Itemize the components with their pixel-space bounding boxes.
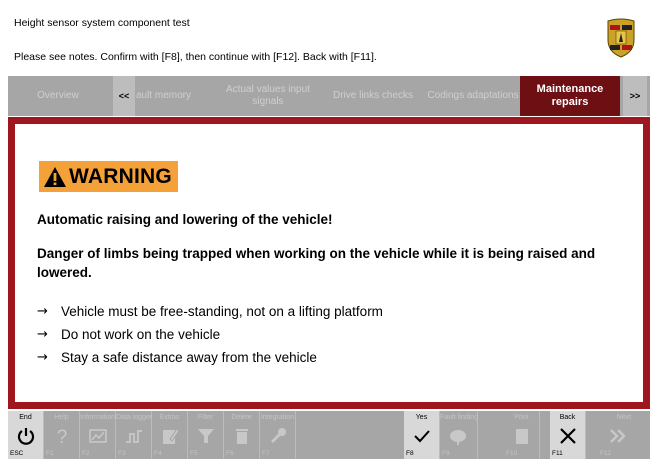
info-icon xyxy=(88,426,108,446)
data-logger-button[interactable]: Data logger F3 xyxy=(116,411,152,459)
arrow-right-icon: → xyxy=(37,350,48,365)
end-button[interactable]: End ESC xyxy=(8,411,44,459)
fault-icon xyxy=(448,426,468,446)
extras-button[interactable]: Extras F4 xyxy=(152,411,188,459)
tab-fault-memory[interactable]: ault memory xyxy=(136,90,192,101)
arrow-right-icon: → xyxy=(37,327,48,342)
filter-button[interactable]: Filter F5 xyxy=(188,411,224,459)
filter-icon xyxy=(196,426,216,446)
fault-finding-button[interactable]: Fault finding F9 xyxy=(440,411,478,459)
arrow-right-icon: → xyxy=(37,304,48,319)
tab-scroll-right[interactable]: >> xyxy=(623,76,647,116)
danger-text: Danger of limbs being trapped when working on the vehicle while it is being raised and lowered. xyxy=(37,246,596,280)
instructions-text: Please see notes. Confirm with [F8], then continue with [F12]. Back with [F11]. xyxy=(14,51,377,63)
help-icon xyxy=(52,426,72,446)
back-button[interactable]: Back F11 xyxy=(550,411,586,459)
check-icon xyxy=(412,426,432,446)
tab-drive-links[interactable]: Drive links checks xyxy=(332,90,414,101)
print-icon xyxy=(512,426,532,446)
list-item: → Stay a safe distance away from the vehicle xyxy=(37,350,317,365)
porsche-crest-logo xyxy=(606,18,636,58)
list-item: → Do not work on the vehicle xyxy=(37,327,221,342)
notepad-icon xyxy=(160,426,180,446)
trash-icon xyxy=(232,426,252,446)
tab-codings[interactable]: Codings adaptations xyxy=(427,90,519,101)
tab-maintenance-repairs[interactable]: Maintenance repairs xyxy=(520,76,620,116)
tab-scroll-left[interactable]: << xyxy=(113,76,135,116)
back-x-icon xyxy=(558,426,578,446)
page-title: Height sensor system component test xyxy=(14,17,190,29)
instruction-list xyxy=(37,300,383,369)
warning-headline: Automatic raising and lowering of the vehicle! xyxy=(37,212,333,227)
tab-actual-values[interactable]: Actual values input signals xyxy=(226,84,310,107)
delete-button[interactable]: Delete F6 xyxy=(224,411,260,459)
print-button[interactable]: Print F10 xyxy=(504,411,540,459)
warning-badge xyxy=(39,161,178,192)
chart-icon xyxy=(124,426,144,446)
content-panel xyxy=(8,117,650,409)
integration-button[interactable]: Integration F7 xyxy=(260,411,296,459)
power-icon xyxy=(16,426,36,446)
yes-button[interactable]: Yes F8 xyxy=(404,411,440,459)
warning-label: WARNING xyxy=(69,164,172,188)
svg-text:?: ? xyxy=(56,427,68,446)
warning-triangle-icon xyxy=(43,166,67,188)
function-key-bar xyxy=(8,411,650,459)
list-item: → Vehicle must be free-standing, not on a lifting platform xyxy=(37,304,383,319)
information-button[interactable]: Information F2 xyxy=(80,411,116,459)
tab-overview[interactable]: Overview xyxy=(37,90,79,101)
next-icon xyxy=(608,426,628,446)
help-button[interactable]: Help ? F1 xyxy=(44,411,80,459)
tab-bar xyxy=(8,76,650,116)
next-button[interactable]: Next F12 xyxy=(600,414,632,457)
tools-icon xyxy=(268,426,288,446)
